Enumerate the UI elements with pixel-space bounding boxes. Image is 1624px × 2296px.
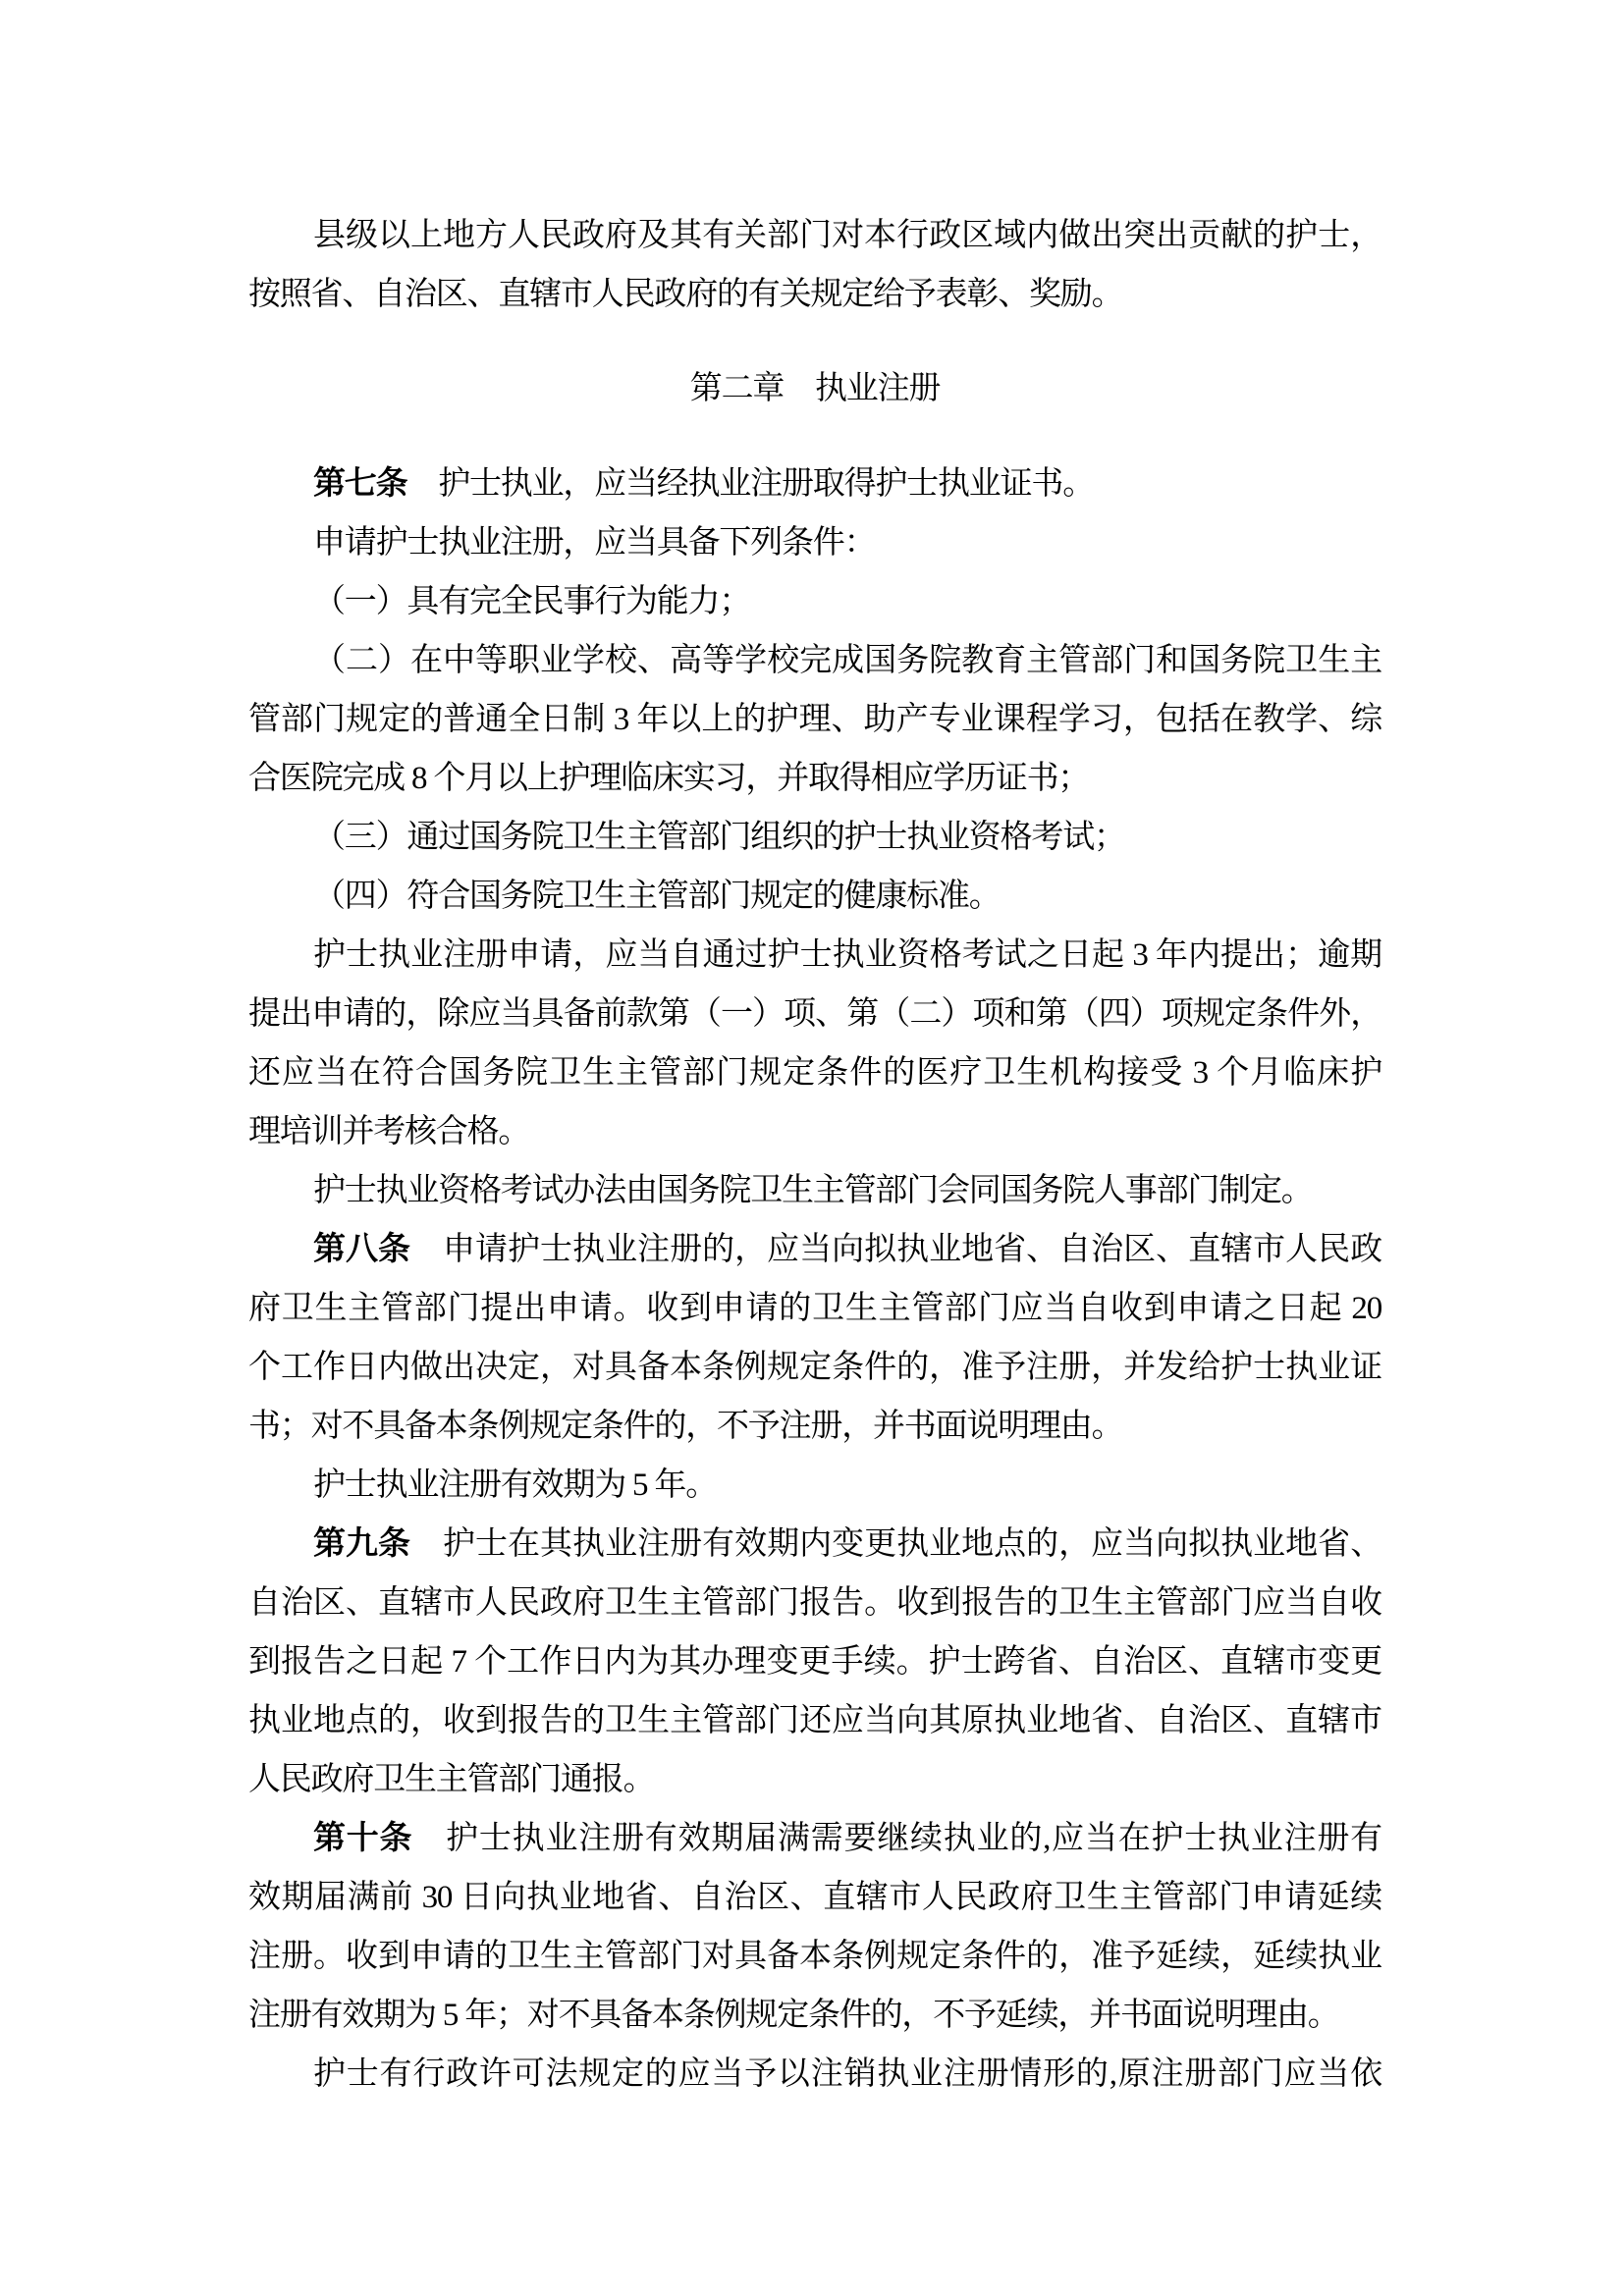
text-line: （三）通过国务院卫生主管部门组织的护士执业资格考试； xyxy=(313,820,1125,855)
text-line: 注册。收到申请的卫生主管部门对具备本条例规定条件的，准予延续，延续执业 xyxy=(248,1939,1381,1974)
text-line: 按照省、自治区、直辖市人民政府的有关规定给予表彰、奖励。 xyxy=(248,277,1123,312)
text-line: 第十条 护士执业注册有效期届满需要继续执业的,应当在护士执业注册有 xyxy=(313,1821,1381,1856)
text-line: 到报告之日起 7 个工作日内为其办理变更手续。护士跨省、自治区、直辖市变更 xyxy=(248,1644,1381,1680)
text-line: 县级以上地方人民政府及其有关部门对本行政区域内做出突出贡献的护士， xyxy=(313,218,1381,253)
text-line: 理培训并考核合格。 xyxy=(248,1114,530,1149)
text-line: 提出申请的，除应当具备前款第（一）项、第（二）项和第（四）项规定条件外， xyxy=(248,996,1381,1032)
text-line: 合医院完成 8 个月以上护理临床实习，并取得相应学历证书； xyxy=(248,761,1090,796)
text-line: 府卫生主管部门提出申请。收到申请的卫生主管部门应当自收到申请之日起 20 xyxy=(248,1291,1381,1326)
article-number: 第十条 xyxy=(313,1821,413,1856)
text-line: 护士执业资格考试办法由国务院卫生主管部门会同国务院人事部门制定。 xyxy=(313,1173,1313,1208)
text-line: 第七条 护士执业，应当经执业注册取得护士执业证书。 xyxy=(313,466,1095,502)
text-line: 护士执业注册申请，应当自通过护士执业资格考试之日起 3 年内提出；逾期 xyxy=(313,937,1381,973)
document-content xyxy=(248,206,1381,2104)
text-line: 自治区、直辖市人民政府卫生主管部门报告。收到报告的卫生主管部门应当自收 xyxy=(248,1585,1381,1621)
chapter-heading: 第二章 执业注册 xyxy=(689,371,941,406)
article-number: 第七条 xyxy=(313,466,407,502)
text-line: 第九条 护士在其执业注册有效期内变更执业地点的，应当向拟执业地省、 xyxy=(313,1526,1381,1562)
text-line: 效期届满前 30 日向执业地省、自治区、直辖市人民政府卫生主管部门申请延续 xyxy=(248,1880,1381,1915)
text-line: 执业地点的，收到报告的卫生主管部门还应当向其原执业地省、自治区、直辖市 xyxy=(248,1703,1381,1738)
text-line: 还应当在符合国务院卫生主管部门规定条件的医疗卫生机构接受 3 个月临床护 xyxy=(248,1055,1381,1091)
text-line: 书；对不具备本条例规定条件的，不予注册，并书面说明理由。 xyxy=(248,1409,1123,1444)
text-line: （二）在中等职业学校、高等学校完成国务院教育主管部门和国务院卫生主 xyxy=(313,643,1381,678)
text-line: （一）具有完全民事行为能力； xyxy=(313,584,751,619)
text-line: 护士有行政许可法规定的应当予以注销执业注册情形的,原注册部门应当依 xyxy=(313,2056,1381,2092)
text-line: 注册有效期为 5 年；对不具备本条例规定条件的，不予延续，并书面说明理由。 xyxy=(248,1998,1339,2033)
text-line: 个工作日内做出决定，对具备本条例规定条件的，准予注册，并发给护士执业证 xyxy=(248,1350,1381,1385)
text-line: 申请护士执业注册，应当具备下列条件： xyxy=(313,525,876,561)
text-line: 人民政府卫生主管部门通报。 xyxy=(248,1762,655,1797)
text-line: 第八条 申请护士执业注册的，应当向拟执业地省、自治区、直辖市人民政 xyxy=(313,1232,1381,1267)
article-number: 第八条 xyxy=(313,1232,411,1267)
article-number: 第九条 xyxy=(313,1526,411,1562)
text-line: 管部门规定的普通全日制 3 年以上的护理、助产专业课程学习，包括在教学、综 xyxy=(248,702,1381,737)
text-line: 护士执业注册有效期为 5 年。 xyxy=(313,1468,718,1503)
text-line: （四）符合国务院卫生主管部门规定的健康标准。 xyxy=(313,879,1001,914)
